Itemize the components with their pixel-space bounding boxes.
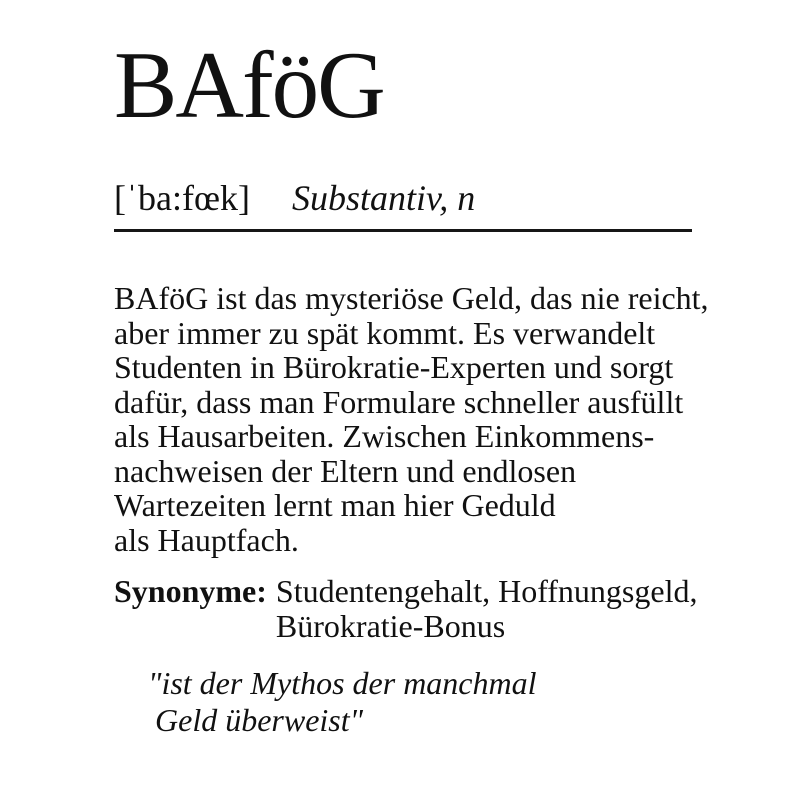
definition-line: BAföG ist das mysteriöse Geld, das nie reicht, (114, 280, 709, 316)
synonyms-line: Studentengehalt, Hoffnungsgeld, (275, 573, 698, 609)
synonyms-label: Synonyme: (114, 573, 267, 609)
page-title: BAföG (114, 32, 384, 138)
pronunciation-row (114, 177, 712, 220)
quote-line: Geld überweist" (155, 702, 364, 738)
definition-line: als Hauptfach. (114, 521, 299, 558)
synonyms-section (114, 574, 712, 643)
definition-line: Wartezeiten lernt man hier Geduld (114, 487, 556, 523)
synonyms-list (276, 574, 698, 643)
synonyms-line: Bürokratie-Bonus (275, 607, 506, 644)
definition-line: Studenten in Bürokratie-Experten und sorgt (114, 349, 674, 385)
definition-line: als Hausarbeiten. Zwischen Einkommens- (114, 418, 655, 454)
definition-line: nachweisen der Eltern und endlosen (114, 452, 577, 489)
definition-line: dafür, dass man Formulare schneller ausfüllt (114, 383, 684, 420)
quote-section (148, 665, 712, 739)
pronunciation: [ˈba:fœk] (114, 178, 250, 218)
definition-line: aber immer zu spät kommt. Es verwandelt (114, 314, 656, 351)
part-of-speech: Substantiv, n (291, 178, 476, 218)
divider-rule (114, 229, 692, 232)
definition-text (114, 281, 712, 557)
quote-line: "ist der Mythos der manchmal (148, 665, 537, 701)
